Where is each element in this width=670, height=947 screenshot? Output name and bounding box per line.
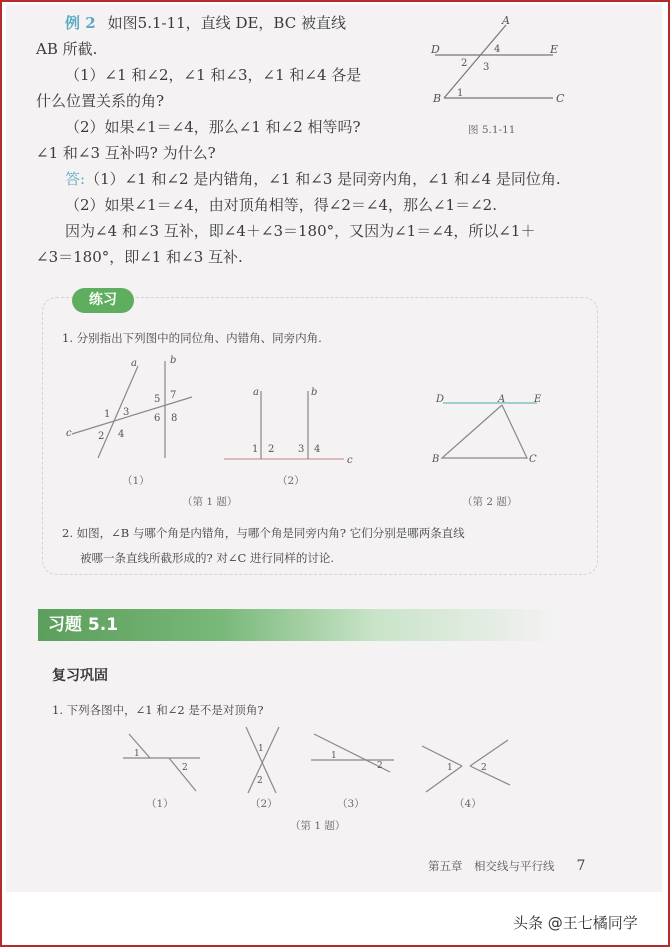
example-label: 例 2 bbox=[65, 14, 96, 32]
answer-line-1: 答:（1）∠1 和∠2 是内错角，∠1 和∠3 是同旁内角，∠1 和∠4 是同位角. bbox=[65, 170, 561, 188]
svg-text:2: 2 bbox=[377, 761, 383, 771]
svg-text:c: c bbox=[66, 428, 72, 439]
svg-text:C: C bbox=[556, 92, 565, 105]
svg-text:4: 4 bbox=[494, 44, 501, 55]
answer-line-4: ∠3＝180°，即∠1 和∠3 互补. bbox=[36, 248, 243, 266]
practice-q1-caption: （第 1 题） bbox=[182, 496, 238, 508]
svg-text:b: b bbox=[170, 355, 177, 366]
exercise-question-1: 1. 下列各图中，∠1 和∠2 是不是对顶角? bbox=[52, 703, 264, 717]
svg-text:3: 3 bbox=[483, 62, 490, 73]
exercise-fig1-caption: （1） bbox=[146, 798, 174, 810]
svg-text:2: 2 bbox=[268, 444, 275, 455]
question-2b: ∠1 和∠3 互补吗? 为什么? bbox=[36, 144, 216, 162]
svg-text:b: b bbox=[311, 387, 318, 398]
practice-fig1-caption: （1） bbox=[122, 475, 150, 487]
watermark: 头条 @王七橘同学 bbox=[513, 914, 638, 932]
svg-text:B: B bbox=[432, 454, 440, 465]
svg-text:1: 1 bbox=[457, 88, 464, 99]
chapter-title: 第五章 相交线与平行线 bbox=[428, 859, 555, 873]
svg-text:a: a bbox=[131, 358, 137, 369]
svg-text:D: D bbox=[431, 43, 440, 56]
svg-text:E: E bbox=[550, 43, 559, 56]
exercise-banner: 习题 5.1 bbox=[38, 609, 558, 641]
svg-text:D: D bbox=[436, 394, 445, 405]
svg-text:1: 1 bbox=[447, 763, 453, 773]
svg-text:1: 1 bbox=[104, 409, 111, 420]
svg-text:2: 2 bbox=[98, 431, 105, 442]
svg-text:2: 2 bbox=[257, 776, 263, 786]
svg-text:E: E bbox=[534, 394, 542, 405]
page-number: 7 bbox=[576, 858, 586, 874]
svg-text:1: 1 bbox=[134, 749, 140, 759]
svg-text:a: a bbox=[253, 387, 259, 398]
svg-text:8: 8 bbox=[171, 413, 178, 424]
svg-text:c: c bbox=[347, 455, 353, 466]
practice-question-2a: 2. 如图，∠B 与哪个角是内错角，与哪个角是同旁内角? 它们分别是哪两条直线 bbox=[62, 526, 465, 540]
practice-fig2-caption: （2） bbox=[277, 475, 305, 487]
answer-line-2: （2）如果∠1＝∠4，由对顶角相等，得∠2＝∠4，那么∠1＝∠2. bbox=[65, 196, 497, 214]
svg-text:2: 2 bbox=[481, 763, 487, 773]
svg-text:C: C bbox=[529, 454, 537, 465]
svg-text:1: 1 bbox=[252, 444, 259, 455]
svg-text:B: B bbox=[433, 92, 442, 105]
figure-5-1-11-caption: 图 5.1-11 bbox=[468, 124, 516, 136]
exercise-fig2-caption: （2） bbox=[250, 798, 278, 810]
svg-text:3: 3 bbox=[298, 444, 305, 455]
svg-text:A: A bbox=[502, 14, 510, 27]
example-line-2: AB 所截. bbox=[36, 40, 98, 58]
svg-text:6: 6 bbox=[154, 413, 161, 424]
example-line-1: 例 2 如图5.1-11，直线 DE，BC 被直线 bbox=[65, 14, 346, 32]
question-2a: （2）如果∠1＝∠4，那么∠1 和∠2 相等吗? bbox=[65, 118, 361, 136]
exercise-fig4-caption: （4） bbox=[454, 798, 482, 810]
answer-label: 答: bbox=[65, 170, 86, 188]
answer-line-3: 因为∠4 和∠3 互补，即∠4＋∠3＝180°，又因为∠1＝∠4，所以∠1＋ bbox=[65, 222, 536, 240]
svg-text:7: 7 bbox=[170, 390, 177, 401]
practice-q2-caption: （第 2 题） bbox=[462, 496, 518, 508]
svg-text:2: 2 bbox=[182, 763, 188, 773]
svg-text:1: 1 bbox=[258, 744, 264, 754]
exercise-fig3-caption: （3） bbox=[337, 798, 365, 810]
svg-text:A: A bbox=[498, 394, 506, 405]
practice-question-2b: 被哪一条直线所截形成的? 对∠C 进行同样的讨论. bbox=[80, 551, 335, 565]
review-subhead: 复习巩固 bbox=[52, 668, 108, 684]
svg-text:2: 2 bbox=[461, 58, 468, 69]
page-footer bbox=[428, 858, 585, 874]
practice-tab: 练习 bbox=[72, 288, 134, 313]
svg-text:4: 4 bbox=[118, 429, 125, 440]
svg-text:3: 3 bbox=[123, 407, 130, 418]
svg-text:4: 4 bbox=[314, 444, 321, 455]
question-1a: （1）∠1 和∠2，∠1 和∠3，∠1 和∠4 各是 bbox=[65, 66, 362, 84]
svg-text:1: 1 bbox=[331, 751, 337, 761]
practice-question-1: 1. 分别指出下列图中的同位角、内错角、同旁内角. bbox=[62, 331, 322, 345]
question-1b: 什么位置关系的角? bbox=[36, 92, 165, 110]
exercise-q1-caption: （第 1 题） bbox=[290, 820, 346, 832]
svg-text:5: 5 bbox=[154, 394, 161, 405]
